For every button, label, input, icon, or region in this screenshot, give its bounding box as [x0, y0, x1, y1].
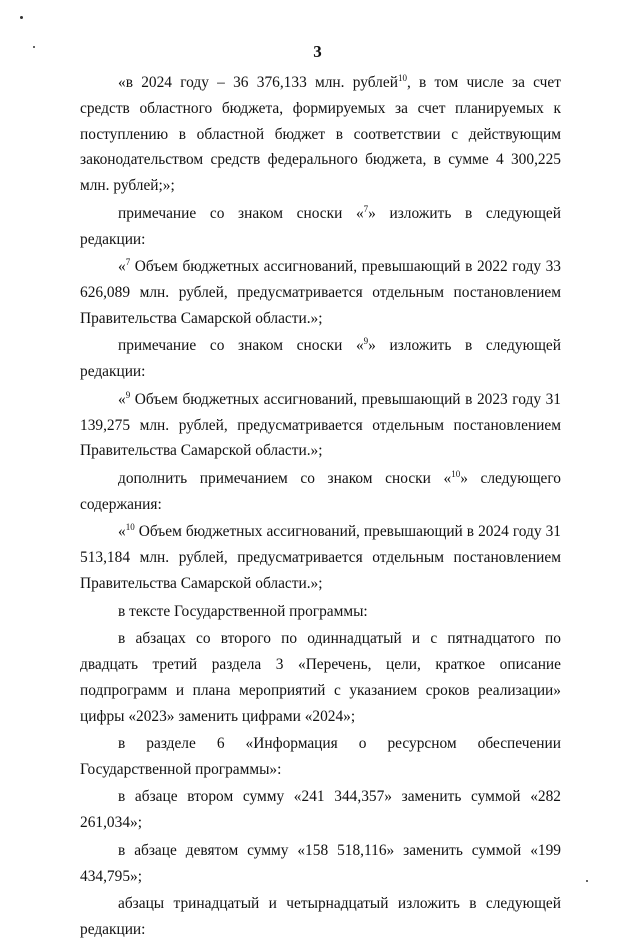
footnote-mark: 9 [363, 336, 369, 347]
footnote-mark: 10 [397, 73, 407, 83]
paragraph-text: дополнить примечанием со знаком сноски « [118, 469, 452, 487]
scan-speck [586, 880, 588, 882]
document-body [80, 70, 561, 945]
paragraph [80, 201, 561, 253]
paragraph-text: в абзацах со второго по одиннадцатый и с пятнадцатого по двадцать третий раздела 3 «Перечень, цели, краткое описание подпрограмм и плана мероприятий с указанием сроков реализации» цифры «2023» заменить цифрами «2024»; [80, 630, 561, 725]
paragraph [80, 466, 561, 518]
footnote-mark: 7 [363, 203, 369, 214]
footnote-mark: 9 [125, 389, 131, 400]
paragraph-text: в тексте Государственной программы: [118, 602, 368, 620]
paragraph [80, 387, 561, 464]
paragraph-text: «в 2024 году – 36 376,133 млн. рублей [118, 74, 398, 91]
footnote-mark: 10 [125, 522, 135, 533]
paragraph-text: в разделе 6 «Информация о ресурсном обеспечении Государственной программы»: [80, 735, 561, 778]
paragraph [80, 731, 561, 783]
paragraph-text: » изложить в следующей редакции: [80, 204, 561, 248]
paragraph-text: » следующего содержания: [80, 469, 562, 513]
scan-speck [20, 16, 23, 19]
paragraph-text: в абзаце девятом сумму «158 518,116» заменить суммой «199 434,795»; [80, 841, 561, 885]
paragraph-text: Объем бюджетных ассигнований, превышающий в 2024 году 31 513,184 млн. рублей, предусматривается отдельным постановлением Правительства Самарской области.»; [80, 523, 561, 592]
paragraph-text: примечание со знаком сноски « [118, 204, 364, 222]
paragraph-text: абзацы тринадцатый и четырнадцатый изложить в следующей редакции: [80, 895, 561, 939]
footnote-mark: 10 [451, 468, 461, 479]
paragraph [80, 599, 561, 625]
page-number: 3 [313, 42, 322, 61]
paragraph-text: примечание со знаком сноски « [118, 337, 364, 355]
paragraph-text: « [118, 523, 126, 541]
paragraph [80, 254, 561, 331]
paragraph-text: , в том числе за счет средств областного бюджета, формируемых за счет планируемых к поступлению в областной бюджет в соответствии с действующим законодательством средств федерального бюджета, в сумме 4 300,225 млн. рублей;»; [80, 74, 561, 195]
paragraph-text: Объем бюджетных ассигнований, превышающий в 2022 году 33 626,089 млн. рублей, предусматривается отдельным постановлением Правительства Самарской области.»; [80, 258, 561, 327]
paragraph [80, 838, 561, 890]
footnote-mark: 7 [125, 257, 131, 268]
paragraph-text: » изложить в следующей редакции: [80, 337, 561, 381]
paragraph-text: « [118, 390, 126, 408]
paragraph-text: в абзаце втором сумму «241 344,357» заменить суммой «282 261,034»; [80, 788, 561, 832]
paragraph [80, 784, 561, 836]
paragraph-text: « [118, 258, 126, 276]
paragraph-text: Объем бюджетных ассигнований, превышающий в 2023 году 31 139,275 млн. рублей, предусматривается отдельным постановлением Правительства Самарской области.»; [80, 390, 561, 460]
paragraph [80, 333, 561, 385]
paragraph [80, 626, 561, 729]
paragraph [80, 519, 561, 596]
paragraph [80, 891, 561, 943]
paragraph [80, 70, 561, 199]
scan-speck [33, 46, 35, 48]
